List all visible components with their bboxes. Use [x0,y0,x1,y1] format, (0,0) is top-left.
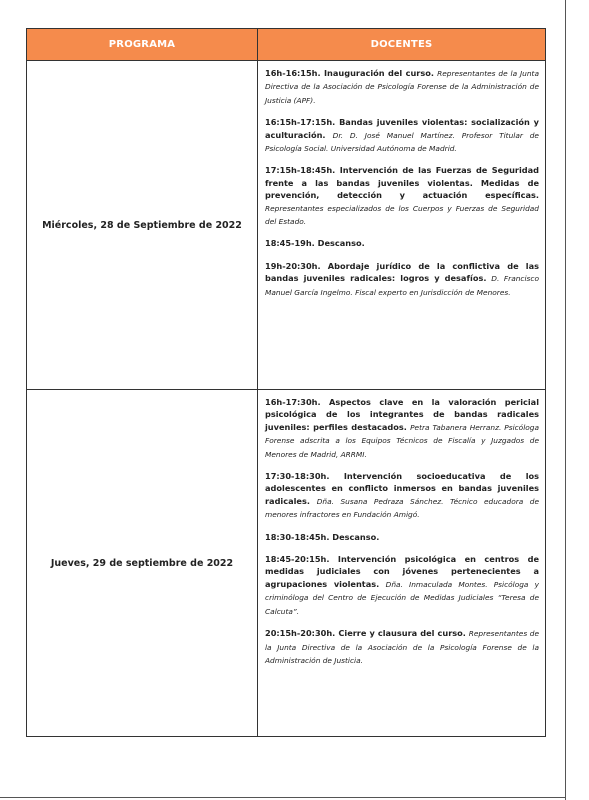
schedule-item [265,531,539,544]
item-detail: D. Francisco Manuel García Ingelmo. Fiscal experto en Jurisdicción de Menores. [265,274,539,297]
schedule-item [265,470,539,522]
page-edge-bottom [0,797,566,798]
item-detail: Representantes de la Junta Directiva de la Asociación de la Psicología Forense de la Administración de Justicia. [265,629,539,665]
item-detail: Representantes especializados de los Cuerpos y Fuerzas de Seguridad del Estado. [265,203,539,227]
schedule-item [265,67,539,107]
table-header-row [27,29,546,61]
schedule-item [265,553,539,618]
item-title: 16h-16:15h. Inauguración del curso. [265,68,434,78]
schedule-item [265,164,539,228]
item-detail: Dr. D. José Manuel Martínez. Profesor Titular de Psicología Social. Universidad Autónoma de Madrid. [265,130,539,154]
item-detail: Dña. Susana Pedraza Sánchez. Técnico educadora de menores infractores en Fundación Amigó. [265,496,540,520]
item-title: 17:30-18:30h. Intervención socioeducativa de los adolescentes en conflicto inmersos en bandas juveniles radicales. [265,471,539,506]
item-detail: Dña. Inmaculada Montes. Psicóloga y criminóloga del Centro de Ejecución de Medidas Judiciales “Teresa de Calcuta”. [265,579,539,616]
session-items [258,61,546,390]
session-date: Jueves, 29 de septiembre de 2022 [27,390,258,737]
header-programa: PROGRAMA [27,29,258,61]
schedule-item [265,237,539,250]
schedule-item [265,627,539,667]
item-title: 18:45-19h. Descanso. [265,238,365,249]
item-title: 18:45-20:15h. Intervención psicológica en centros de medidas judiciales con jóvenes pertenecientes a agrupaciones violentas. [265,554,539,589]
item-title: 19h-20:30h. Abordaje jurídico de la conflictiva de las bandas juveniles radicales: logros y desafíos. [265,260,539,284]
item-title: 18:30-18:45h. Descanso. [265,531,380,542]
session-date: Miércoles, 28 de Septiembre de 2022 [27,61,258,390]
item-title: 20:15h-20:30h. Cierre y clausura del curso. [265,628,466,639]
session-items [258,390,546,737]
table-row [27,390,546,737]
item-title: 16h-17:30h. Aspectos clave en la valoración pericial psicológica de los integrantes de bandas radicales juveniles: perfiles destacados. [265,397,539,432]
item-detail: Petra Tabanera Herranz. Psicóloga Forense adscrita a los Equipos Técnicos de Fiscalía y Juzgados de Menores de Madrid, ARRMI. [265,422,540,459]
item-title: 17:15h-18:45h. Intervención de las Fuerzas de Seguridad frente a las bandas juveniles violentas. Medidas de prevención, detección y actuación específicas. [265,165,539,201]
header-docentes: DOCENTES [258,29,546,61]
schedule-item [265,396,539,461]
program-table [26,28,546,737]
schedule-item [265,116,539,155]
page-edge-right [565,0,566,800]
schedule-item [265,260,539,299]
item-detail: Representantes de la Junta Directiva de la Asociación de Psicología Forense de la Administración de Justicia (APF). [265,69,539,105]
item-title: 16:15h-17:15h. Bandas juveniles violentas: socialización y aculturación. [265,117,539,140]
table-row [27,61,546,390]
